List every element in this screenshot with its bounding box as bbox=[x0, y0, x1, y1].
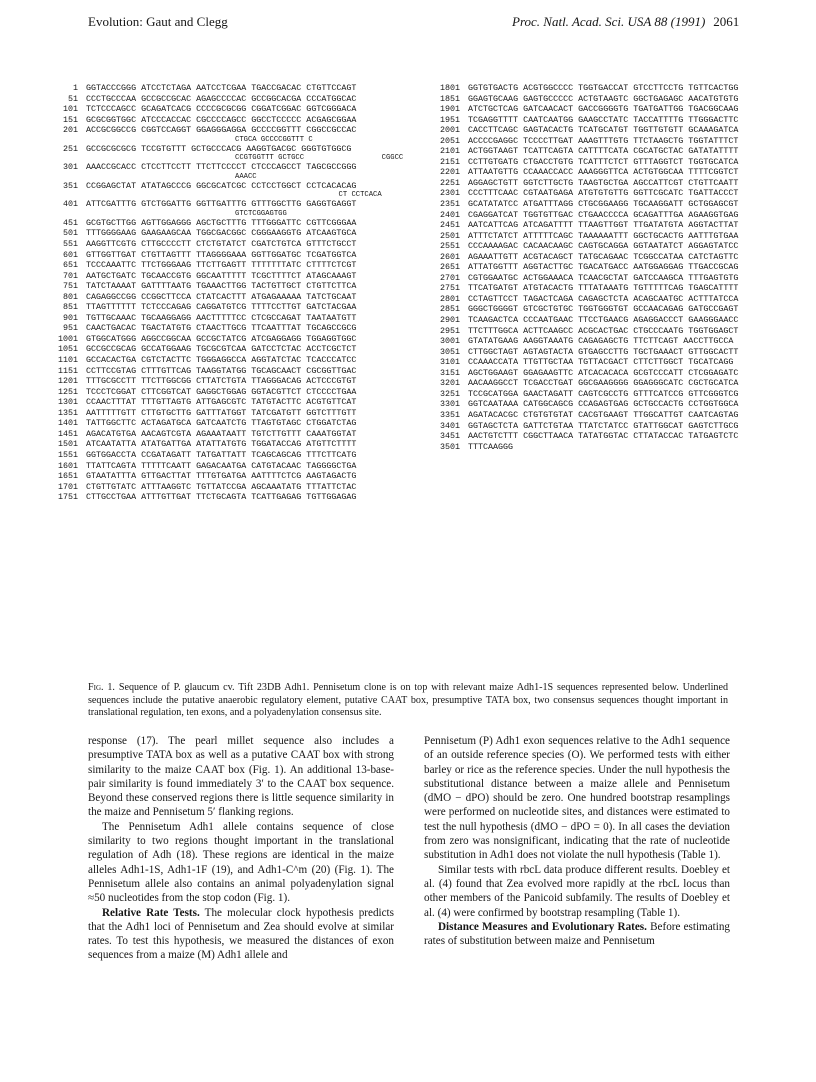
nucleotide-text: AAACCGCACC CTCCTTCCTT TTCTTCCCCT CTCCCAGCCT TAGCGCCGGG bbox=[86, 162, 357, 173]
position-number: 151 bbox=[62, 114, 78, 125]
sequence-line bbox=[420, 315, 738, 326]
nucleotide-text: TATCTAAAAT GATTTTAATG TGAAACTTGG TACTGTTGCT CTGTTCTTCA bbox=[86, 281, 357, 292]
position-number: 701 bbox=[62, 270, 78, 281]
position-number: 1351 bbox=[57, 407, 78, 418]
sequence-line bbox=[38, 461, 403, 472]
sequence-line bbox=[38, 471, 403, 482]
position-number: 1851 bbox=[439, 93, 460, 104]
nucleotide-text: GCGCGGTGGC ATCCCACCAC CGCCCCAGCC GGCCTCCCCC ACGAGCGGAA bbox=[86, 114, 357, 125]
sequence-line bbox=[38, 104, 403, 115]
nucleotide-text: TCGAGGTTTT CAATCAATGG GAAGCCTATC TACCATTTTG TTGGGACTTC bbox=[468, 114, 739, 125]
caption-text: Sequence of P. glaucum cv. Tift 23DB Adh1. Pennisetum clone is on top with relevant maize Adh1-1S sequences represented below. Underlined sequences include the putative anaerobic regulatory element, putative CAAT box, presumptive TATA box, two consensus sequences thought important in translational regulation, ten exons, and a polyadenylation consensus site. bbox=[88, 682, 728, 719]
sequence-line bbox=[38, 450, 403, 461]
nucleotide-text: GTTGGTTGAT CTGTTAGTTT TTAGGGGAAA GGTTGGATGC TCGATGGTCA bbox=[86, 249, 357, 260]
sequence-line bbox=[420, 210, 738, 221]
nucleotide-text: AATGCTGATC TGCAACCGTG GGCAATTTTT TCGCTTTTCT ATAGCAAAGT bbox=[86, 270, 357, 281]
nucleotide-text: GTAATATTTA GTTGACTTAT TTTGTGATGA AATTTTCTCG AAGTAGACTG bbox=[86, 471, 357, 482]
position-number: 801 bbox=[62, 291, 78, 302]
nucleotide-text: TTCATGATGT ATGTACACTG TTTATAAATG TGTTTTTCAG TGAGCATTTT bbox=[468, 283, 739, 294]
nucleotide-text: AATTTTTGTT CTTGTGCTTG GATTTATGGT TATCGATGTT GGTCTTTGTT bbox=[86, 407, 357, 418]
position-number: 251 bbox=[62, 143, 78, 154]
nucleotide-text: ATCTGCTCAG GATCAACACT GACCGGGGTG TGATGATTGG TGACGGCAAG bbox=[468, 104, 739, 115]
maize-sequence-line: CCGTGGTTT GCTGCC CGGCC bbox=[235, 154, 404, 163]
nucleotide-text: GGAGTGCAAG GAGTGCCCCC ACTGTAAGTC GGCTGAGAGC AACATGTGTG bbox=[468, 93, 739, 104]
sequence-line bbox=[38, 271, 403, 282]
position-number: 3351 bbox=[439, 409, 460, 420]
sequence-line bbox=[38, 408, 403, 419]
position-number: 1601 bbox=[57, 460, 78, 471]
nucleotide-text: AGGAGCTGTT GGTCTTGCTG TAAGTGCTGA AGCCATTCGT CTGTTCAATT bbox=[468, 177, 739, 188]
position-number: 551 bbox=[62, 239, 78, 250]
sequence-line bbox=[420, 157, 738, 168]
nucleotide-text: GGTACCCGGG ATCCTCTAGA AATCCTCGAA TGACCGACAC CTGTTCCAGT bbox=[86, 83, 357, 93]
nucleotide-text: TTTGGGGAAG GAAGAAGCAA TGGCGACGGC CGGGAAGGTG ATCAAGTGCA bbox=[86, 228, 357, 239]
sequence-line bbox=[38, 125, 403, 136]
position-number: 2851 bbox=[439, 304, 460, 315]
position-number: 3151 bbox=[439, 367, 460, 378]
sequence-line bbox=[420, 83, 738, 94]
position-number: 2351 bbox=[439, 199, 460, 210]
position-number: 3401 bbox=[439, 420, 460, 431]
position-number: 2051 bbox=[439, 135, 460, 146]
sequence-line bbox=[420, 241, 738, 252]
sequence-column-right bbox=[420, 83, 738, 452]
nucleotide-text: AATCATTCAG ATCAGATTTT TTAAGTTGGT TTGATATGTA AGGTACTTAT bbox=[468, 220, 739, 231]
nucleotide-text: CGTGGAATGC ACTGGAAACA TCAACGCTAT GATCCAAGCA TTTGAGTGTG bbox=[468, 272, 739, 283]
position-number: 1401 bbox=[57, 418, 78, 429]
position-number: 1801 bbox=[439, 83, 460, 93]
sequence-line bbox=[38, 429, 403, 440]
sequence-line bbox=[420, 178, 738, 189]
sequence-line bbox=[38, 181, 403, 192]
nucleotide-text: TATTGGCTTC ACTAGATGCA GATCAATCTG TTAGTGTAGC CTGGATCTAG bbox=[86, 418, 357, 429]
nucleotide-text: CCCAAAAGAC CACAACAAGC CAGTGCAGGA GGTAATATCT AGGAGTATCC bbox=[468, 241, 739, 252]
nucleotide-text: AAGGTTCGTG CTTGCCCCTT CTCTGTATCT CGATCTGTCA GTTTCTGCCT bbox=[86, 239, 357, 250]
nucleotide-text: TTATTCAGTA TTTTTCAATT GAGACAATGA CATGTACAAC TAGGGGCTGA bbox=[86, 460, 357, 471]
sequence-column-left bbox=[38, 83, 403, 503]
sequence-line bbox=[38, 292, 403, 303]
position-number: 2451 bbox=[439, 220, 460, 231]
nucleotide-text: CCCTTTCAAC CGTAATGAGA ATGTGTGTTG GGTTCGCATC TGATTACCCT bbox=[468, 188, 739, 199]
maize-sequence-line: AAACC bbox=[235, 172, 257, 181]
sequence-line bbox=[420, 347, 738, 358]
position-number: 851 bbox=[62, 302, 78, 313]
sequence-line bbox=[420, 421, 738, 432]
nucleotide-text: ATTCGATTTG GTCTGGATTG GGTTGATTTG GTTTGGCTTG GAGGTGAGGT bbox=[86, 199, 357, 210]
position-number: 201 bbox=[62, 125, 78, 136]
nucleotide-text: ACCGCGGCCG CGGTCCAGGT GGAGGGAGGA GCCCCGGTTT CGGCCGCCAC bbox=[86, 125, 357, 136]
position-number: 2001 bbox=[439, 125, 460, 136]
sequence-line bbox=[420, 389, 738, 400]
position-number: 2951 bbox=[439, 325, 460, 336]
sequence-line bbox=[38, 239, 403, 250]
sequence-line bbox=[420, 220, 738, 231]
sequence-line bbox=[420, 399, 738, 410]
nucleotide-text: GTATATGAAG AAGGTAAATG CAGAGAGCTG TTCTTCAGT AACCTTGCCA bbox=[468, 336, 734, 347]
sequence-line bbox=[38, 115, 403, 126]
nucleotide-text: GGTGTGACTG ACGTGGCCCC TGGTGACCAT GTCCTTCCTG TGTTCACTGG bbox=[468, 83, 739, 93]
nucleotide-text: AACAAGGCCT TCGACCTGAT GGCGAAGGGG GGAGGGCATC CGCTGCATCA bbox=[468, 378, 739, 389]
nucleotide-text: ATTAATGTTG CCAAACCACC AAAGGGTTCA ACTGTGGCAA TTTTCGGTCT bbox=[468, 167, 739, 178]
nucleotide-text: TCCGCATGGA GAACTAGATT CAGTCGCCTG GTTTCATCCG GTTCGGGTCG bbox=[468, 388, 739, 399]
position-number: 1451 bbox=[57, 428, 78, 439]
sequence-line bbox=[420, 125, 738, 136]
position-number: 1151 bbox=[57, 365, 78, 376]
sequence-line bbox=[38, 397, 403, 408]
running-head-right bbox=[512, 14, 739, 30]
nucleotide-text: TCCCAAATTC TTCTGGGAAG TTCTTGAGTT TTTTTTTATC CTTTTCTCGT bbox=[86, 260, 357, 271]
position-number: 2401 bbox=[439, 209, 460, 220]
position-number: 301 bbox=[62, 162, 78, 173]
nucleotide-text: GGTCAATAAA CATGGCAGCG CCAGAGTGAG GCTGCCACTG CCTGGTGGCA bbox=[468, 399, 739, 410]
sequence-line bbox=[38, 323, 403, 334]
sequence-line bbox=[38, 250, 403, 261]
nucleotide-text: CACCTTCAGC GAGTACACTG TCATGCATGT TGGTTGTGTT GCAAAGATCA bbox=[468, 125, 739, 136]
nucleotide-text: ATCAATATTA ATATGATTGA ATATTATGTG TGGATACCAG ATGTTCTTTT bbox=[86, 439, 357, 450]
nucleotide-text: CCGGAGCTAT ATATAGCCCG GGCGCATCGC CCTCCTGGCT CCTCACACAG bbox=[86, 180, 357, 191]
nucleotide-text: ACCCCGAGGC TCCCCTTGAT AAAGTTTGTG TTCTAAGCTG TGGTATTTCT bbox=[468, 135, 739, 146]
position-number: 2751 bbox=[439, 283, 460, 294]
position-number: 1751 bbox=[57, 492, 78, 503]
nucleotide-text: TCAAGACTCA CCCAATGAAC TTCCTGAACG AGAGGACCCT GAAGGGAACC bbox=[468, 315, 739, 326]
position-number: 1951 bbox=[439, 114, 460, 125]
sequence-line bbox=[38, 334, 403, 345]
position-number: 1101 bbox=[57, 355, 78, 366]
sequence-line bbox=[420, 283, 738, 294]
position-number: 51 bbox=[67, 93, 78, 104]
position-number: 1551 bbox=[57, 449, 78, 460]
sequence-line bbox=[38, 218, 403, 229]
nucleotide-text: CCTTGTGATG CTGACCTGTG TCATTTCTCT GTTTAGGTCT TGGTGCATCA bbox=[468, 156, 739, 167]
position-number: 651 bbox=[62, 260, 78, 271]
nucleotide-text: CTTGGCTAGT AGTAGTACTA GTGAGCCTTG TGCTGAAACT GTTGGCACTT bbox=[468, 346, 739, 357]
nucleotide-text: TCTCCCAGCC GCAGATCACG CCCCGCGCGG CGGATCGGAC GGTCGGGACA bbox=[86, 104, 357, 115]
nucleotide-text: ATTTCTATCT ATTTTTCAGC TAAAAAATTT GGCTGCACTG AATTTGTGAA bbox=[468, 230, 739, 241]
nucleotide-text: CCTTCCGTAG CTTTGTTCAG TAAGGTATGG TGCAGCAACT CGCGGTTGAC bbox=[86, 365, 357, 376]
position-number: 3051 bbox=[439, 346, 460, 357]
position-number: 1 bbox=[72, 83, 78, 93]
nucleotide-text: TTCTTTGGCA ACTTCAAGCC ACGCACTGAC CTGCCCAATG TGGTGGAGCT bbox=[468, 325, 739, 336]
paragraph: The Pennisetum Adh1 allele contains sequence of close similarity to two regions thought important in the translational regulation of Adh (18). These regions are identical in the maize alleles Adh1-1S, Adh1-1F (19), and Adh1-C^m (20) (Fig. 1). The Pennisetum allele also contains an animal polyadenylation signal ≈50 nucleotides from the stop codon (Fig. 1). bbox=[88, 820, 394, 905]
position-number: 501 bbox=[62, 228, 78, 239]
sequence-line bbox=[420, 410, 738, 421]
position-number: 2551 bbox=[439, 241, 460, 252]
sequence-line bbox=[38, 366, 403, 377]
nucleotide-text: AGAAATTGTT ACGTACAGCT TATGCAGAAC TCGGCCATAA CATCTAGTTC bbox=[468, 251, 739, 262]
sequence-line bbox=[38, 492, 403, 503]
nucleotide-text: CCTAGTTCCT TAGACTCAGA CAGAGCTCTA ACAGCAATGC ACTTTATCCA bbox=[468, 293, 739, 304]
sequence-line bbox=[420, 262, 738, 273]
sequence-line bbox=[420, 336, 738, 347]
nucleotide-text: CCAAACCATA TTGTTGCTAA TGTTACGACT CTTCTTGGCT TGCATCAGG bbox=[468, 357, 734, 368]
position-number: 751 bbox=[62, 281, 78, 292]
nucleotide-text: ATTATGGTTT AGGTACTTGC TGACATGACC AATGGAGGAG TTGACCGCAG bbox=[468, 262, 739, 273]
position-number: 2501 bbox=[439, 230, 460, 241]
nucleotide-text: TCCCTCGGAT CTTCGGTCAT GAGGCTGGAG GGTACGTTCT CTCCCCTGAA bbox=[86, 386, 357, 397]
sequence-line bbox=[38, 355, 403, 366]
position-number: 2601 bbox=[439, 251, 460, 262]
position-number: 2301 bbox=[439, 188, 460, 199]
sequence-line bbox=[420, 252, 738, 263]
nucleotide-text: GCCGCGCGCG TCCGTGTTT GCTGCCCACG AAGGTGACGC GGGTGTGGCG bbox=[86, 143, 352, 154]
position-number: 351 bbox=[62, 180, 78, 191]
sequence-line bbox=[420, 368, 738, 379]
nucleotide-text: TTTCAAGGG bbox=[468, 441, 514, 452]
sequence-line bbox=[420, 431, 738, 442]
sequence-line bbox=[38, 302, 403, 313]
paragraph-with-heading bbox=[424, 920, 730, 949]
sequence-line bbox=[38, 162, 403, 173]
position-number: 901 bbox=[62, 312, 78, 323]
figure-caption bbox=[88, 682, 728, 720]
nucleotide-text: GGGCTGGGGT GTCGCTGTGC TGGTGGGTGT GCCAACAGAG GATGCCGAGT bbox=[468, 304, 739, 315]
nucleotide-text: TTAGTTTTTT TCTCCCAGAG CAGGATGTCG TTTTCCTTGT GATCTACGAA bbox=[86, 302, 357, 313]
sequence-line bbox=[38, 439, 403, 450]
sequence-line bbox=[420, 326, 738, 337]
nucleotide-text: TTTGCGCCTT TTCTTGGCGG CTTATCTGTA TTAGGGACAG ACTCCCGTGT bbox=[86, 376, 357, 387]
sequence-line bbox=[38, 199, 403, 210]
nucleotide-text: GCGTGCTTGG AGTTGGAGGG AGCTGCTTTG TTTGGGATTC CGTTCGGGAA bbox=[86, 217, 357, 228]
nucleotide-text: CCAACTTTAT TTTGTTAGTG ATTGAGCGTC TATGTACTTC ACGTGTTCAT bbox=[86, 397, 357, 408]
sequence-line bbox=[38, 344, 403, 355]
sequence-line bbox=[38, 260, 403, 271]
paragraph-text: The molecular clock hypothesis predicts that the Adh1 loci of Pennisetum and Zea should evolve at similar rates. To test this hypothesis, we measured the distances of exon sequences from a maize (M) Adh1 allele and bbox=[88, 906, 394, 962]
maize-sequence-line: GTCTCGGAGTGG bbox=[235, 209, 287, 218]
section-heading: Relative Rate Tests. bbox=[102, 906, 200, 919]
sequence-line bbox=[420, 304, 738, 315]
paragraph: response (17). The pearl millet sequence also includes a presumptive TATA box as well as a putative CAAT box with strong similarity to the maize CAAT box (Fig. 1). An additional 13-base-pair similarity is found immediately 3′ to the CAAT box sequence. Beyond these conserved regions there is little sequence similarity in the maize and Pennisetum 5′ flanking regions. bbox=[88, 735, 394, 819]
sequence-line bbox=[420, 104, 738, 115]
nucleotide-text: GGTGGACCTA CCGATAGATT TATGATTATT TCAGCAGCAG TTTCTTCATG bbox=[86, 449, 357, 460]
position-number: 2801 bbox=[439, 293, 460, 304]
nucleotide-text: GCATATATCC ATGATTTAGG CTGCGGAAGG TGCAAGGATT GCTGGAGCGT bbox=[468, 199, 739, 210]
position-number: 1051 bbox=[57, 344, 78, 355]
sequence-line bbox=[38, 144, 403, 155]
position-number: 2101 bbox=[439, 146, 460, 157]
position-number: 2701 bbox=[439, 272, 460, 283]
position-number: 601 bbox=[62, 249, 78, 260]
position-number: 401 bbox=[62, 199, 78, 210]
sequence-line bbox=[38, 313, 403, 324]
position-number: 3301 bbox=[439, 399, 460, 410]
nucleotide-text: CAGAGGCCGG CCGGCTTCCA CTATCACTTT ATGAGAAAAA TATCTGCAAT bbox=[86, 291, 357, 302]
sequence-line bbox=[420, 188, 738, 199]
position-number: 101 bbox=[62, 104, 78, 115]
running-head-left: Evolution: Gaut and Clegg bbox=[88, 14, 228, 29]
body-column-left bbox=[88, 734, 394, 963]
nucleotide-text: CAACTGACAC TGACTATGTG CTAACTTGCG TTCAATTTAT TGCAGCCGCG bbox=[86, 323, 357, 334]
sequence-line bbox=[420, 273, 738, 284]
position-number: 3001 bbox=[439, 336, 460, 347]
nucleotide-text: AGCTGGAAGT GGAGAAGTTC ATCACACACA GCGTCCCATT CTCGGAGATC bbox=[468, 367, 739, 378]
sequence-line bbox=[420, 136, 738, 147]
position-number: 1901 bbox=[439, 104, 460, 115]
nucleotide-text: CGAGGATCAT TGGTGTTGAC CTGAACCCCA GCAGATTTGA AGAAGGTGAG bbox=[468, 209, 739, 220]
sequence-line bbox=[420, 199, 738, 210]
sequence-line bbox=[38, 418, 403, 429]
maize-sequence-line: CT CCTCACA bbox=[235, 191, 382, 200]
sequence-line bbox=[420, 294, 738, 305]
sequence-line bbox=[420, 94, 738, 105]
sequence-line bbox=[38, 228, 403, 239]
journal-citation: Proc. Natl. Acad. Sci. USA 88 (1991) bbox=[512, 14, 706, 29]
position-number: 2901 bbox=[439, 315, 460, 326]
position-number: 1251 bbox=[57, 386, 78, 397]
sequence-line bbox=[38, 482, 403, 493]
paragraph: Pennisetum (P) Adh1 exon sequences relative to the Adh1 sequence of an outside reference species (O). We performed tests with either barley or rice as the reference species. Under the null hypothesis the substitutional distance between a maize allele and Pennisetum (dMO − dPO) should be zero. One hundred bootstrap resamplings were performed on nucleotide sites, and distances were estimated to test the null hypothesis (dMO − dPO = 0). In all cases the deviation from zero was nonsignificant, indicating that the rate of nucleotide substitution in Adh1 does not violate the null hypothesis (Table 1). bbox=[424, 735, 730, 862]
paragraph-with-heading bbox=[88, 906, 394, 963]
nucleotide-text: AACTGTCTTT CGGCTTAACA TATATGGTAC CTTATACCAC TATGAGTCTC bbox=[468, 431, 739, 442]
nucleotide-text: CTGTTGTATC ATTTAAGGTC TGTTATCCGA AGCAAATATG TTTATTCTAC bbox=[86, 481, 357, 492]
nucleotide-text: GCCGCCGCAG GCCATGGAAG TGCGCGTCAA GATCCTCTAC ACCTCGCTCT bbox=[86, 344, 357, 355]
sequence-line bbox=[38, 281, 403, 292]
nucleotide-text: CTTGCCTGAA ATTTGTTGAT TTCTGCAGTA TCATTGAGAG TGTTGGAGAG bbox=[86, 492, 357, 503]
nucleotide-text: AGATACACGC CTGTGTGTAT CACGTGAAGT TTGGCATTGT CAATCAGTAG bbox=[468, 409, 739, 420]
position-number: 3451 bbox=[439, 431, 460, 442]
section-heading: Distance Measures and Evolutionary Rates. bbox=[438, 920, 647, 933]
body-column-right bbox=[424, 734, 730, 948]
nucleotide-text: ACTGGTAAGT TCATTCAGTA CATTTTCATA CGCATGCTAC GATATATTTT bbox=[468, 146, 739, 157]
paragraph: Similar tests with rbcL data produce different results. Doebley et al. (4) found that Zea evolved more rapidly at the rbcL locus than other members of the Panicoid subfamily. The results of Doebley et al. (4) were confirmed by bootstrap resampling (Table 1). bbox=[424, 863, 730, 919]
position-number: 2651 bbox=[439, 262, 460, 273]
sequence-line bbox=[420, 167, 738, 178]
position-number: 2251 bbox=[439, 177, 460, 188]
position-number: 451 bbox=[62, 217, 78, 228]
caption-label: Fig. 1. bbox=[88, 682, 115, 693]
sequence-line bbox=[420, 442, 738, 453]
position-number: 3201 bbox=[439, 378, 460, 389]
sequence-line bbox=[420, 231, 738, 242]
position-number: 2201 bbox=[439, 167, 460, 178]
position-number: 1301 bbox=[57, 397, 78, 408]
position-number: 1501 bbox=[57, 439, 78, 450]
nucleotide-text: GCCACACTGA CGTCTACTTC TGGGAGGCCA AGGTATCTAC TCACCCATCC bbox=[86, 355, 357, 366]
page-number: 2061 bbox=[713, 14, 740, 29]
sequence-line bbox=[420, 357, 738, 368]
position-number: 2151 bbox=[439, 156, 460, 167]
nucleotide-text: CCCTGCCCAA GCCGCCGCAC AGAGCCCCAC GCCGGCACGA CCCATGGCAC bbox=[86, 93, 357, 104]
nucleotide-text: TGTTGCAAAC TGCAAGGAGG AACTTTTTCC CTCGCCAGAT TAATAATGTT bbox=[86, 312, 357, 323]
sequence-line bbox=[420, 146, 738, 157]
position-number: 3501 bbox=[439, 441, 460, 452]
nucleotide-text: GGTAGCTCTA GATTCTGTAA TTATCTATCC GTATTGGCAT GAGTCTTGCG bbox=[468, 420, 739, 431]
position-number: 1651 bbox=[57, 471, 78, 482]
nucleotide-text: GTGGCATGGG AGGCCGGCAA GCCGCTATCG ATCGAGGAGG TGGAGGTGGC bbox=[86, 333, 357, 344]
position-number: 1201 bbox=[57, 376, 78, 387]
sequence-line bbox=[38, 387, 403, 398]
position-number: 3251 bbox=[439, 388, 460, 399]
sequence-line bbox=[38, 94, 403, 105]
position-number: 3101 bbox=[439, 357, 460, 368]
position-number: 951 bbox=[62, 323, 78, 334]
position-number: 1701 bbox=[57, 481, 78, 492]
maize-sequence-line: CTGCA GCCCCGGTTT C bbox=[235, 135, 313, 144]
position-number: 1001 bbox=[57, 333, 78, 344]
sequence-line bbox=[38, 83, 403, 94]
nucleotide-text: AGACATGTGA AACAGTCGTA AGAAATAATT TGTCTTGTTT CAAATGGTAT bbox=[86, 428, 357, 439]
paragraph-text: Before estimating rates of substitution between maize and Pennisetum bbox=[424, 920, 730, 948]
sequence-line bbox=[420, 378, 738, 389]
sequence-line bbox=[420, 115, 738, 126]
sequence-line bbox=[38, 376, 403, 387]
